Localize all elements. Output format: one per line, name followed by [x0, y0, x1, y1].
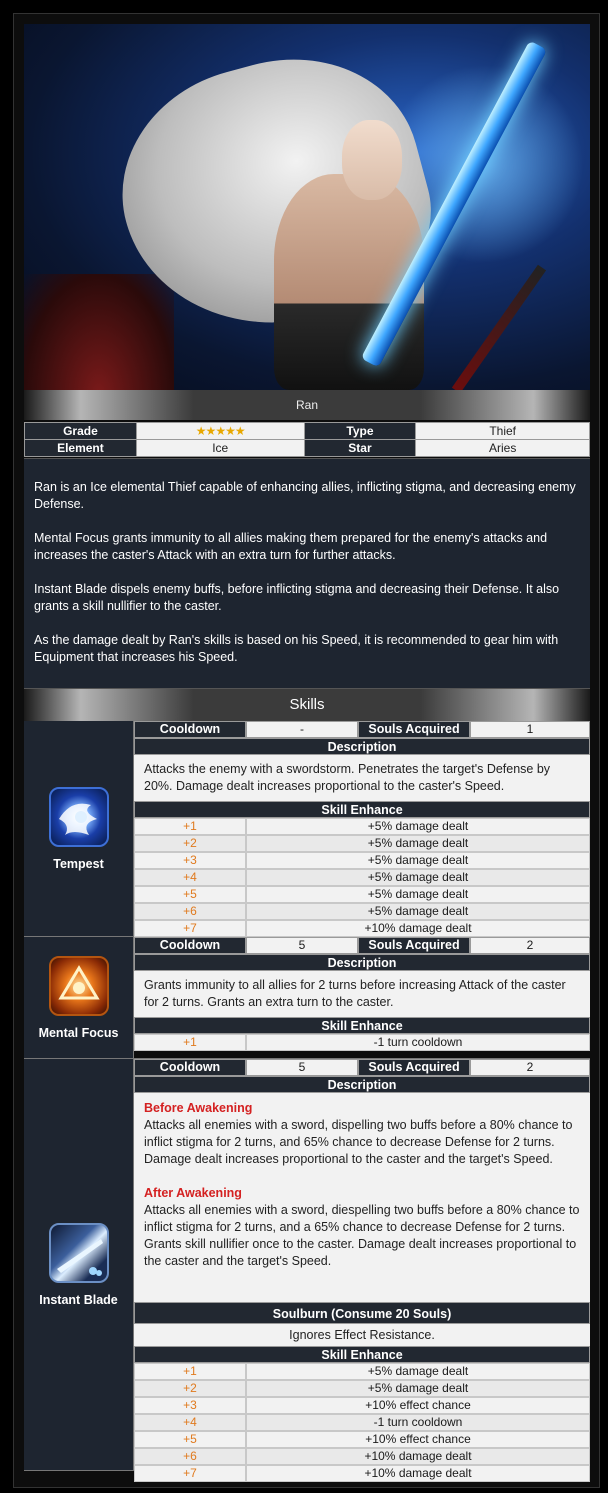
skill-details — [134, 937, 590, 1058]
soulburn-header: Soulburn (Consume 20 Souls) — [134, 1302, 590, 1324]
skill-name: Instant Blade — [39, 1292, 118, 1307]
type-label: Type — [304, 423, 416, 440]
skill-description — [134, 1093, 590, 1302]
enhance-level: +2 — [134, 835, 246, 852]
enhance-row — [134, 1465, 590, 1482]
hero-description — [24, 458, 590, 689]
cooldown-label: Cooldown — [134, 721, 246, 738]
skill-details — [134, 721, 590, 936]
cooldown-value: - — [246, 721, 358, 738]
enhance-effect: +5% damage dealt — [246, 886, 590, 903]
enhance-level: +2 — [134, 1380, 246, 1397]
after-awakening-text: Attacks all enemies with a sword, diespelling two buffs before a 80% chance to inflict stigma for 2 turns, and a 65% chance to decrease Defense for 2 turns. Grants skill nullifier once to the caster. Damage dealt increases proportional to the caster and the target's Speed. — [144, 1203, 580, 1268]
skill-name: Mental Focus — [38, 1025, 119, 1040]
skill-enhance-header: Skill Enhance — [134, 1346, 590, 1363]
star-icon: ★★★★★ — [195, 424, 245, 438]
hero-info-table — [24, 422, 590, 457]
enhance-row — [134, 1397, 590, 1414]
enhance-row — [134, 886, 590, 903]
description-paragraph: Ran is an Ice elemental Thief capable of enhancing allies, inflicting stigma, and decreasing enemy Defense. — [34, 480, 576, 511]
grade-label: Grade — [25, 423, 137, 440]
enhance-effect: +5% damage dealt — [246, 835, 590, 852]
skill-icon-column — [24, 937, 134, 1058]
cooldown-row — [134, 1059, 590, 1076]
enhance-effect: +5% damage dealt — [246, 869, 590, 886]
souls-value: 1 — [470, 721, 590, 738]
skill-enhance-header: Skill Enhance — [134, 1017, 590, 1034]
type-value: Thief — [416, 423, 590, 440]
description-header: Description — [134, 738, 590, 755]
enhance-effect: -1 turn cooldown — [246, 1034, 590, 1051]
enhance-effect: +5% damage dealt — [246, 903, 590, 920]
enhance-effect: +10% effect chance — [246, 1431, 590, 1448]
element-value: Ice — [136, 440, 304, 457]
enhance-level: +3 — [134, 1397, 246, 1414]
soulburn-text: Ignores Effect Resistance. — [134, 1324, 590, 1346]
enhance-level: +1 — [134, 1034, 246, 1051]
skill-description: Grants immunity to all allies for 2 turns before increasing Attack of the caster for 2 turns. Grants an extra turn to the caster. — [134, 971, 590, 1017]
before-awakening-label: Before Awakening — [144, 1101, 253, 1115]
instant-blade-icon — [49, 1223, 109, 1283]
skill-instant-blade — [24, 1059, 590, 1480]
element-label: Element — [25, 440, 137, 457]
enhance-level: +6 — [134, 1448, 246, 1465]
hero-banner-image — [24, 24, 590, 390]
enhance-effect: +5% damage dealt — [246, 852, 590, 869]
star-value: Aries — [416, 440, 590, 457]
enhance-level: +5 — [134, 886, 246, 903]
enhance-effect: -1 turn cooldown — [246, 1414, 590, 1431]
enhance-level: +1 — [134, 818, 246, 835]
enhance-row — [134, 1431, 590, 1448]
description-paragraph: Instant Blade dispels enemy buffs, before inflicting stigma and decreasing their Defense. It also grants a skill nullifier to the caster. — [34, 582, 560, 613]
star-label: Star — [304, 440, 416, 457]
enhance-effect: +10% effect chance — [246, 1397, 590, 1414]
enhance-effect: +5% damage dealt — [246, 1380, 590, 1397]
hero-name: Ran — [295, 398, 318, 412]
skills-header — [24, 689, 590, 721]
enhance-effect: +5% damage dealt — [246, 1363, 590, 1380]
souls-label: Souls Acquired — [358, 937, 470, 954]
enhance-level: +7 — [134, 1465, 246, 1482]
enhance-level: +4 — [134, 1414, 246, 1431]
enhance-row — [134, 1363, 590, 1380]
description-paragraph: Mental Focus grants immunity to all allies making them prepared for the enemy's attacks and increases the caster's Attack with an extra turn for further attacks. — [34, 531, 548, 562]
enhance-row — [134, 1448, 590, 1465]
enhance-level: +6 — [134, 903, 246, 920]
enhance-effect: +10% damage dealt — [246, 1448, 590, 1465]
souls-value: 2 — [470, 1059, 590, 1076]
before-awakening-text: Attacks all enemies with a sword, dispelling two buffs before a 80% chance to inflict stigma for 2 turns, and 65% chance to decrease Defense for 2 turns. Damage dealt increases proportional to the caster and the target's Speed. — [144, 1118, 573, 1166]
enhance-row — [134, 1034, 590, 1051]
mental-focus-icon — [49, 956, 109, 1016]
souls-label: Souls Acquired — [358, 1059, 470, 1076]
cooldown-row — [134, 721, 590, 738]
description-paragraph: As the damage dealt by Ran's skills is based on his Speed, it is recommended to gear him with Equipment that increases his Speed. — [34, 633, 559, 664]
cooldown-value: 5 — [246, 1059, 358, 1076]
enhance-row — [134, 1414, 590, 1431]
enhance-effect: +5% damage dealt — [246, 818, 590, 835]
enhance-row — [134, 835, 590, 852]
skill-tempest — [24, 721, 590, 937]
content-column — [24, 24, 590, 1480]
skills-title: Skills — [289, 696, 325, 713]
enhance-level: +1 — [134, 1363, 246, 1380]
page-frame — [13, 13, 600, 1488]
skill-description: Attacks the enemy with a swordstorm. Penetrates the target's Defense by 20%. Damage dealt increases proportional to the caster's Speed. — [134, 755, 590, 801]
enhance-effect: +10% damage dealt — [246, 920, 590, 937]
cooldown-value: 5 — [246, 937, 358, 954]
skill-name: Tempest — [53, 856, 104, 871]
skill-icon-column — [24, 1059, 134, 1470]
enhance-row — [134, 920, 590, 937]
enhance-level: +4 — [134, 869, 246, 886]
description-header: Description — [134, 954, 590, 971]
skill-icon-column — [24, 721, 134, 936]
enhance-row — [134, 869, 590, 886]
hero-name-bar — [24, 390, 590, 420]
after-awakening-label: After Awakening — [144, 1186, 242, 1200]
skill-enhance-header: Skill Enhance — [134, 801, 590, 818]
enhance-row — [134, 852, 590, 869]
enhance-level: +5 — [134, 1431, 246, 1448]
enhance-effect: +10% damage dealt — [246, 1465, 590, 1482]
cooldown-label: Cooldown — [134, 1059, 246, 1076]
skill-mental-focus — [24, 937, 590, 1059]
enhance-row — [134, 903, 590, 920]
enhance-row — [134, 1380, 590, 1397]
enhance-level: +7 — [134, 920, 246, 937]
tempest-icon — [49, 787, 109, 847]
cooldown-label: Cooldown — [134, 937, 246, 954]
skill-details — [134, 1059, 590, 1480]
description-header: Description — [134, 1076, 590, 1093]
souls-label: Souls Acquired — [358, 721, 470, 738]
grade-stars — [136, 423, 304, 440]
enhance-row — [134, 818, 590, 835]
enhance-level: +3 — [134, 852, 246, 869]
souls-value: 2 — [470, 937, 590, 954]
cooldown-row — [134, 937, 590, 954]
